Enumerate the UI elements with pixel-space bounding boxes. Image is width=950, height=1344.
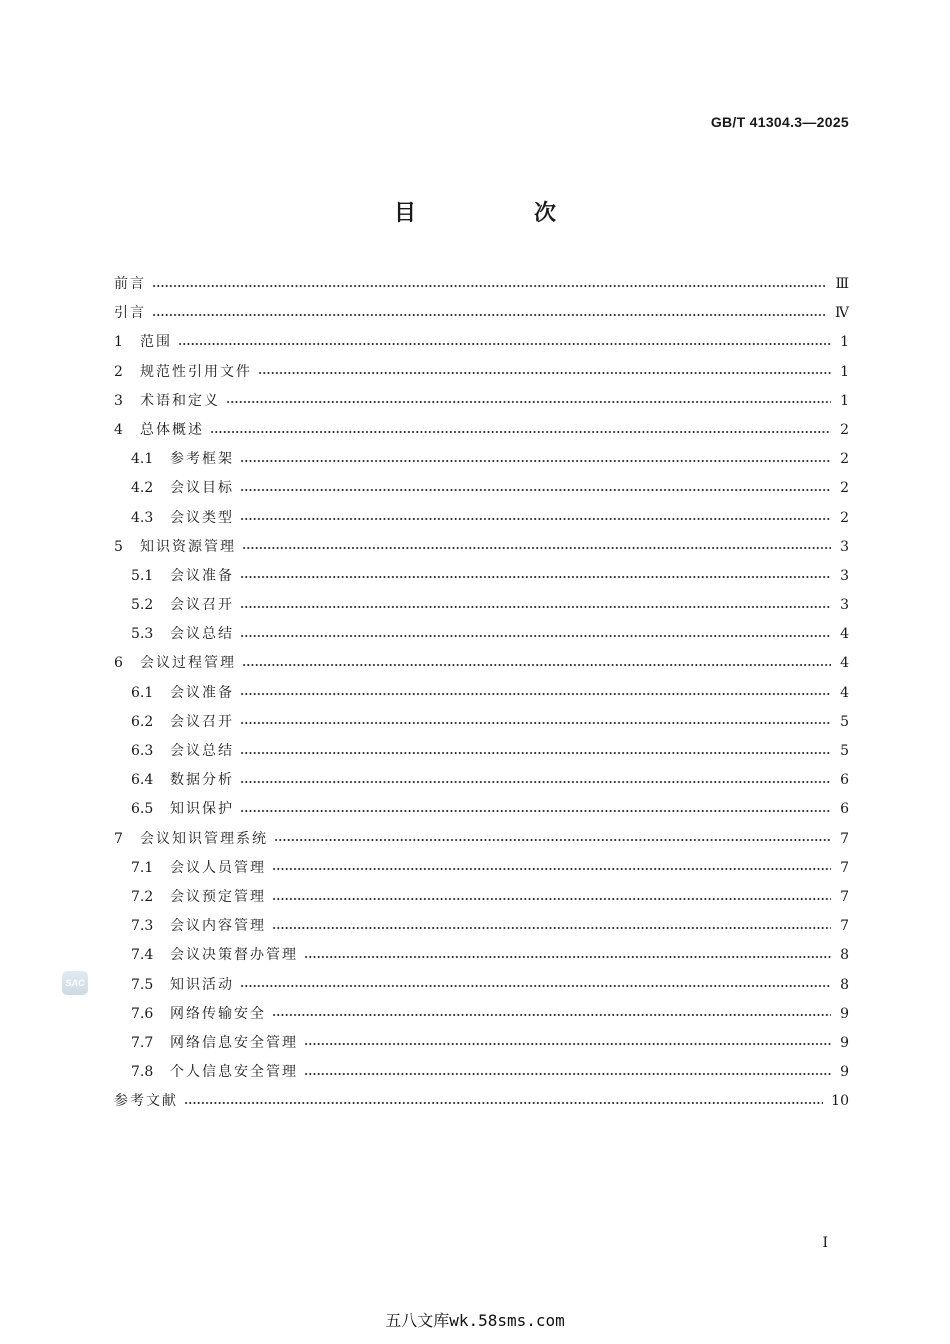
dot-leader <box>242 664 831 666</box>
toc-entry[interactable] <box>114 854 849 883</box>
sac-logo-icon: SAC <box>62 971 88 995</box>
toc-entry[interactable] <box>114 679 849 708</box>
toc-entry-number: 4.2 <box>131 480 154 497</box>
toc-entry-page: 1 <box>840 363 849 380</box>
toc-entry-page: 10 <box>831 1093 849 1110</box>
toc-entry-label: 范围 <box>140 334 172 351</box>
toc-entry-label: 会议总结 <box>170 626 234 643</box>
toc-entry-label: 数据分析 <box>170 772 234 789</box>
dot-leader <box>240 985 831 987</box>
toc-entry-page: Ⅳ <box>835 305 849 322</box>
toc-entry-label: 会议知识管理系统 <box>140 830 268 847</box>
toc-entry-page: 3 <box>840 567 849 584</box>
toc-entry-number: 7 <box>114 830 123 847</box>
toc-entry-number: 7.7 <box>131 1034 154 1051</box>
toc-entry-page: 6 <box>840 772 849 789</box>
toc-entry-page: 9 <box>840 1034 849 1051</box>
toc-entry-label: 参考框架 <box>170 451 234 468</box>
toc-entry-page: 7 <box>840 859 849 876</box>
toc-entry-label: 会议准备 <box>170 567 234 584</box>
toc-entry-label: 术语和定义 <box>140 392 220 409</box>
dot-leader <box>184 1102 823 1104</box>
toc-entry[interactable] <box>114 825 849 854</box>
dot-leader <box>304 1043 831 1045</box>
standard-code: GB/T 41304.3—2025 <box>710 114 849 130</box>
toc-entry-label: 个人信息安全管理 <box>170 1064 298 1081</box>
toc-entry-label: 知识活动 <box>170 976 234 993</box>
toc-entry-page: 2 <box>840 509 849 526</box>
dot-leader <box>240 635 831 637</box>
toc-entry-label: 前言 <box>114 276 146 292</box>
toc-entry-page: 8 <box>840 976 849 993</box>
toc-entry[interactable] <box>114 766 849 795</box>
dot-leader <box>272 898 831 900</box>
toc-entry-number: 7.4 <box>131 947 154 964</box>
toc-entry-page: 4 <box>840 655 849 672</box>
toc-entry-number: 3 <box>114 392 123 409</box>
dot-leader <box>240 693 831 695</box>
toc-entry[interactable] <box>114 1000 849 1029</box>
toc-entry[interactable] <box>114 533 849 562</box>
dot-leader <box>272 1014 831 1016</box>
dot-leader <box>242 547 831 549</box>
toc-entry-page: 5 <box>840 713 849 730</box>
dot-leader <box>304 956 831 958</box>
toc-entry-page: 3 <box>840 538 849 555</box>
toc-entry-number: 7.1 <box>131 859 154 876</box>
toc-entry-label: 网络信息安全管理 <box>170 1034 298 1051</box>
toc-entry-label: 会议类型 <box>170 509 234 526</box>
toc-entry[interactable] <box>114 795 849 824</box>
toc-entry-label: 会议准备 <box>170 684 234 701</box>
toc-entry-number: 7.3 <box>131 918 154 935</box>
toc-entry[interactable] <box>114 358 849 387</box>
toc-entry-label: 会议召开 <box>170 597 234 614</box>
toc-entry-label: 规范性引用文件 <box>140 363 252 380</box>
toc-title: 目 次 <box>393 201 604 226</box>
toc-entry[interactable] <box>114 883 849 912</box>
toc-entry-label: 引言 <box>114 305 146 322</box>
toc-entry-page: 7 <box>840 888 849 905</box>
dot-leader <box>272 868 831 870</box>
dot-leader <box>240 781 831 783</box>
toc-entry-number: 7.5 <box>131 976 154 993</box>
site-footer[interactable]: 五八文库wk.58sms.com <box>385 1311 565 1330</box>
toc-entry[interactable] <box>114 649 849 678</box>
toc-entry-label: 会议目标 <box>170 480 234 497</box>
page-number: Ⅰ <box>822 1235 828 1251</box>
toc-entry-number: 6.2 <box>131 713 154 730</box>
toc-entry-page: 9 <box>840 1005 849 1022</box>
toc-entry[interactable] <box>114 620 849 649</box>
toc-entry-number: 5 <box>114 538 123 555</box>
dot-leader <box>152 285 827 287</box>
toc-entry-number: 6.1 <box>131 684 154 701</box>
toc-entry[interactable] <box>114 328 849 357</box>
toc-entry-number: 4.1 <box>131 451 154 468</box>
dot-leader <box>240 576 831 578</box>
toc-entry-number: 2 <box>114 363 123 380</box>
toc-entry[interactable] <box>114 941 849 970</box>
toc-entry[interactable] <box>114 1087 849 1116</box>
toc-entry-page: 5 <box>840 743 849 759</box>
toc-entry-number: 4.3 <box>131 509 154 526</box>
toc-entry[interactable] <box>114 416 849 445</box>
toc-entry-number: 7.6 <box>131 1005 154 1022</box>
toc-entry-page: 7 <box>840 830 849 847</box>
toc-entry-page: 4 <box>840 684 849 701</box>
dot-leader <box>272 927 831 929</box>
dot-leader <box>152 314 827 316</box>
toc-entry[interactable] <box>114 504 849 533</box>
toc-entry-page: Ⅲ <box>835 276 849 292</box>
dot-leader <box>240 518 831 520</box>
toc-entry-label: 会议总结 <box>170 743 234 759</box>
toc-entry-label: 会议人员管理 <box>170 859 266 876</box>
toc-entry-label: 知识资源管理 <box>140 538 236 555</box>
toc-entry-page: 2 <box>840 421 849 438</box>
dot-leader <box>258 372 831 374</box>
dot-leader <box>178 343 831 345</box>
toc-entry-label: 知识保护 <box>170 801 234 818</box>
dot-leader <box>226 401 831 403</box>
dot-leader <box>240 489 831 491</box>
toc-entry-number: 6.3 <box>131 743 154 759</box>
toc-entry-page: 1 <box>840 392 849 409</box>
toc-entry[interactable] <box>114 299 849 328</box>
toc-entry[interactable] <box>114 971 849 1000</box>
toc-entry[interactable] <box>114 737 849 766</box>
toc-entry-number: 6.4 <box>131 772 154 789</box>
toc-entry-label: 会议过程管理 <box>140 655 236 672</box>
toc-entry-number: 4 <box>114 421 123 438</box>
toc-entry-label: 总体概述 <box>140 421 204 438</box>
toc-entry[interactable] <box>114 708 849 737</box>
toc-entry-page: 6 <box>840 801 849 818</box>
dot-leader <box>240 722 831 724</box>
dot-leader <box>240 810 831 812</box>
toc-entry[interactable] <box>114 387 849 416</box>
dot-leader <box>210 431 831 433</box>
toc-entry[interactable] <box>114 474 849 503</box>
dot-leader <box>274 839 831 841</box>
toc-entry[interactable] <box>114 445 849 474</box>
toc-entry[interactable] <box>114 1058 849 1087</box>
toc-entry-page: 2 <box>840 480 849 497</box>
toc-entry-label: 会议内容管理 <box>170 918 266 935</box>
toc-entry-page: 9 <box>840 1064 849 1081</box>
toc-entry-page: 4 <box>840 626 849 643</box>
toc-entry[interactable] <box>114 270 849 299</box>
dot-leader <box>240 460 831 462</box>
toc-entry-number: 5.3 <box>131 626 154 643</box>
dot-leader <box>240 606 831 608</box>
toc-entry-page: 2 <box>840 451 849 468</box>
toc-entry-number: 5.2 <box>131 597 154 614</box>
toc-entry-label: 网络传输安全 <box>170 1005 266 1022</box>
toc-entry-number: 1 <box>114 334 123 351</box>
toc-entry-label: 会议决策督办管理 <box>170 947 298 964</box>
toc-entry[interactable] <box>114 1029 849 1058</box>
toc-entry-label: 会议召开 <box>170 713 234 730</box>
toc-entry[interactable] <box>114 562 849 591</box>
toc-entry[interactable] <box>114 591 849 620</box>
toc-entry-number: 6 <box>114 655 123 672</box>
toc-entry-page: 3 <box>840 597 849 614</box>
dot-leader <box>304 1073 831 1075</box>
dot-leader <box>240 752 831 754</box>
toc-entry-number: 5.1 <box>131 567 154 584</box>
toc-entry-page: 7 <box>840 918 849 935</box>
table-of-contents <box>114 270 849 1116</box>
toc-entry-number: 6.5 <box>131 801 154 818</box>
toc-entry-page: 8 <box>840 947 849 964</box>
toc-entry[interactable] <box>114 912 849 941</box>
toc-entry-label: 参考文献 <box>114 1093 178 1110</box>
toc-entry-page: 1 <box>840 334 849 351</box>
toc-entry-label: 会议预定管理 <box>170 888 266 905</box>
toc-entry-number: 7.8 <box>131 1064 154 1081</box>
toc-entry-number: 7.2 <box>131 888 154 905</box>
